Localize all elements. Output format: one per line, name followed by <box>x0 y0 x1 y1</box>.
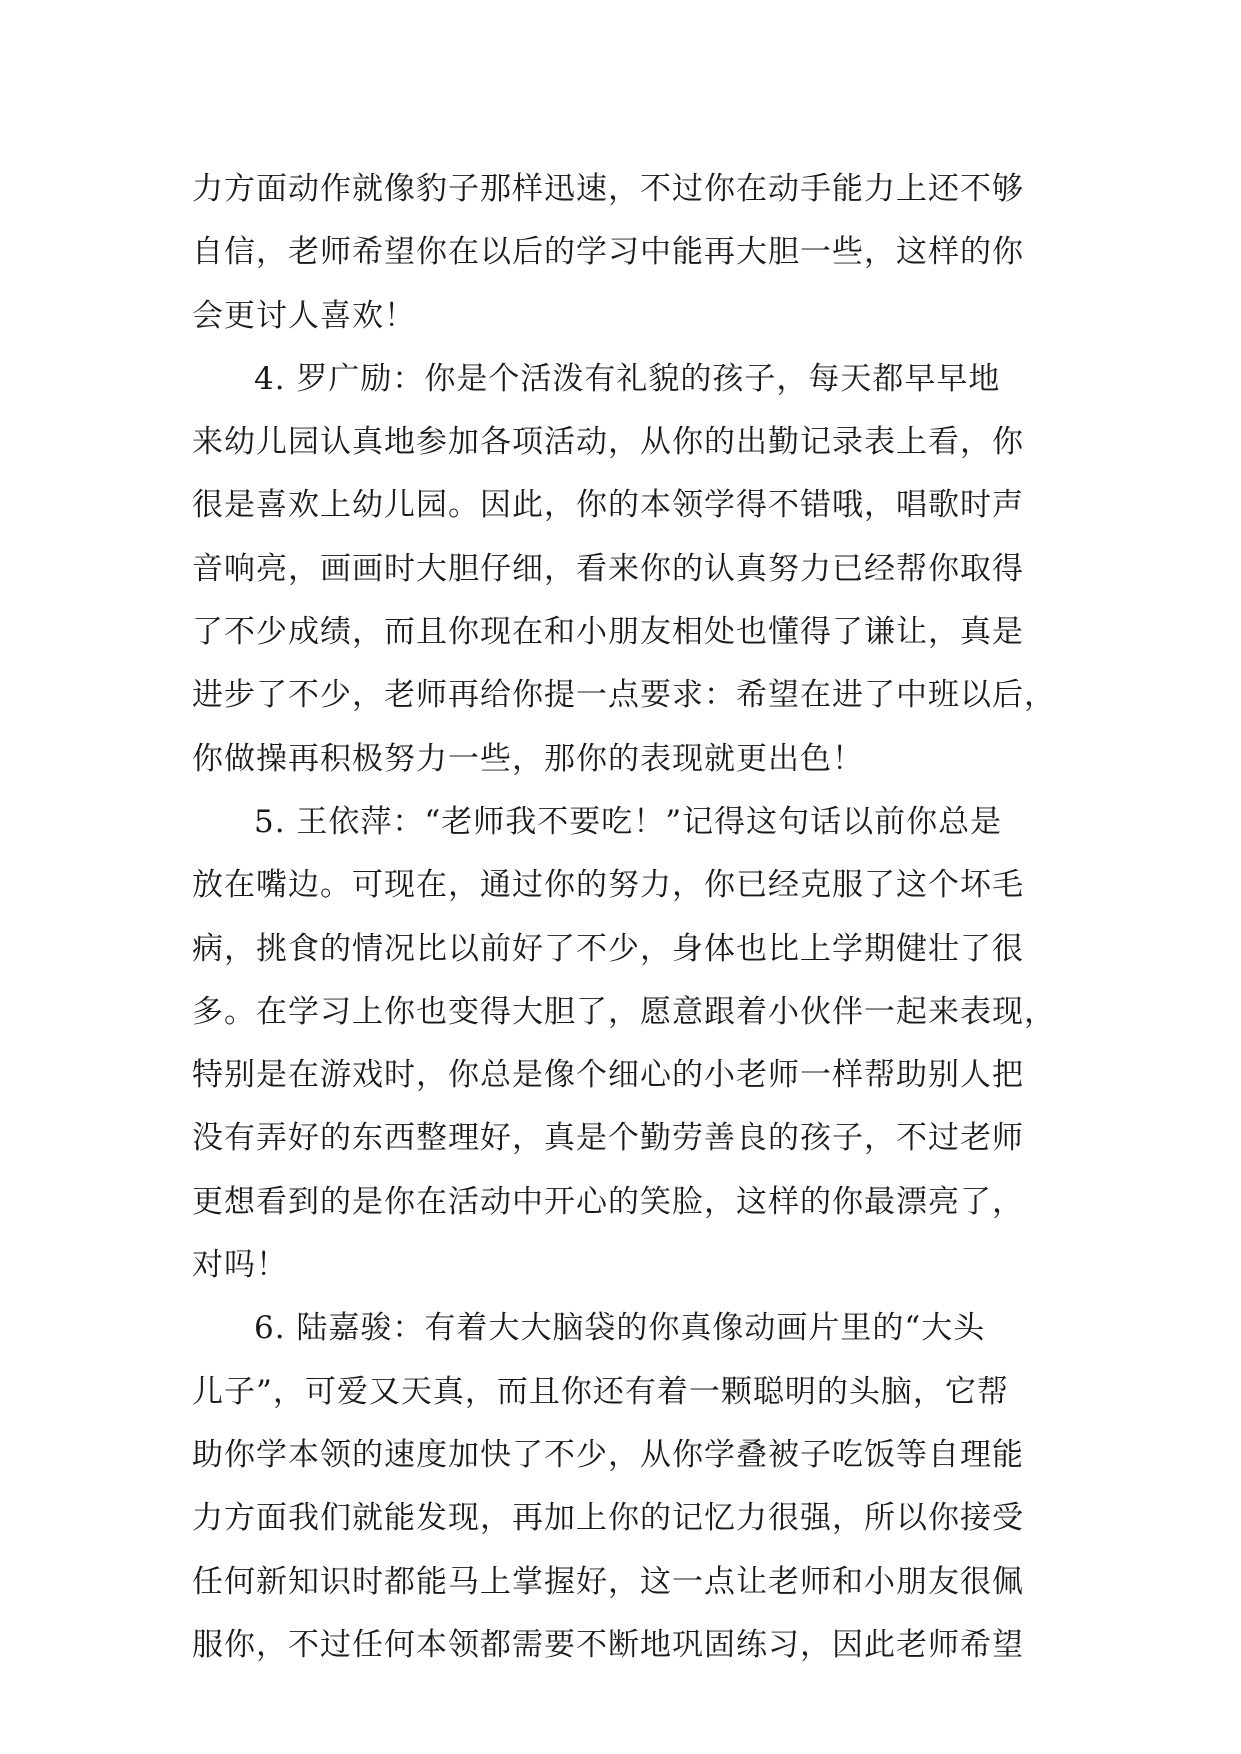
text-line: 病，挑食的情况比以前好了不少，身体也比上学期健壮了很 <box>192 930 1024 967</box>
text-line: 力方面动作就像豹子那样迅速，不过你在动手能力上还不够 <box>192 171 1024 207</box>
text-line: 任何新知识时都能马上掌握好，这一点让老师和小朋友很佩 <box>192 1563 1024 1600</box>
text-line: 5. 王依萍：“老师我不要吃！”记得这句话以前你总是 <box>254 803 1003 840</box>
text-line: 多。在学习上你也变得大胆了，愿意跟着小伙伴一起来表现， <box>192 993 1056 1030</box>
text-line: 了不少成绩，而且你现在和小朋友相处也懂得了谦让，真是 <box>192 614 1024 651</box>
text-line: 进步了不少，老师再给你提一点要求：希望在进了中班以后， <box>192 677 1056 714</box>
text-line: 服你，不过任何本领都需要不断地巩固练习，因此老师希望 <box>192 1626 1024 1663</box>
text-line: 对吗！ <box>192 1247 288 1284</box>
text-line: 来幼儿园认真地参加各项活动，从你的出勤记录表上看，你 <box>192 424 1024 461</box>
text-line: 4. 罗广励：你是个活泼有礼貌的孩子，每天都早早地 <box>254 360 1001 397</box>
document-body <box>192 158 1062 1677</box>
text-line: 放在嘴边。可现在，通过你的努力，你已经克服了这个坏毛 <box>192 867 1024 904</box>
text-line: 儿子”，可爱又天真，而且你还有着一颗聪明的头脑，它帮 <box>192 1373 1009 1410</box>
text-line: 你做操再积极努力一些，那你的表现就更出色！ <box>192 740 864 777</box>
text-line: 没有弄好的东西整理好，真是个勤劳善良的孩子，不过老师 <box>192 1120 1024 1157</box>
text-line: 特别是在游戏时，你总是像个细心的小老师一样帮助别人把 <box>192 1057 1024 1094</box>
text-line: 会更讨人喜欢！ <box>192 297 416 334</box>
text-line: 助你学本领的速度加快了不少，从你学叠被子吃饭等自理能 <box>192 1436 1024 1473</box>
text-line: 自信，老师希望你在以后的学习中能再大胆一些，这样的你 <box>192 234 1024 271</box>
text-line: 6. 陆嘉骏：有着大大脑袋的你真像动画片里的“大头 <box>254 1310 986 1347</box>
text-line: 更想看到的是你在活动中开心的笑脸，这样的你最漂亮了， <box>192 1183 1024 1220</box>
text-line: 力方面我们就能发现，再加上你的记忆力很强，所以你接受 <box>192 1500 1024 1537</box>
text-line: 很是喜欢上幼儿园。因此，你的本领学得不错哦，唱歌时声 <box>192 487 1024 524</box>
text-line: 音响亮，画画时大胆仔细，看来你的认真努力已经帮你取得 <box>192 550 1024 587</box>
